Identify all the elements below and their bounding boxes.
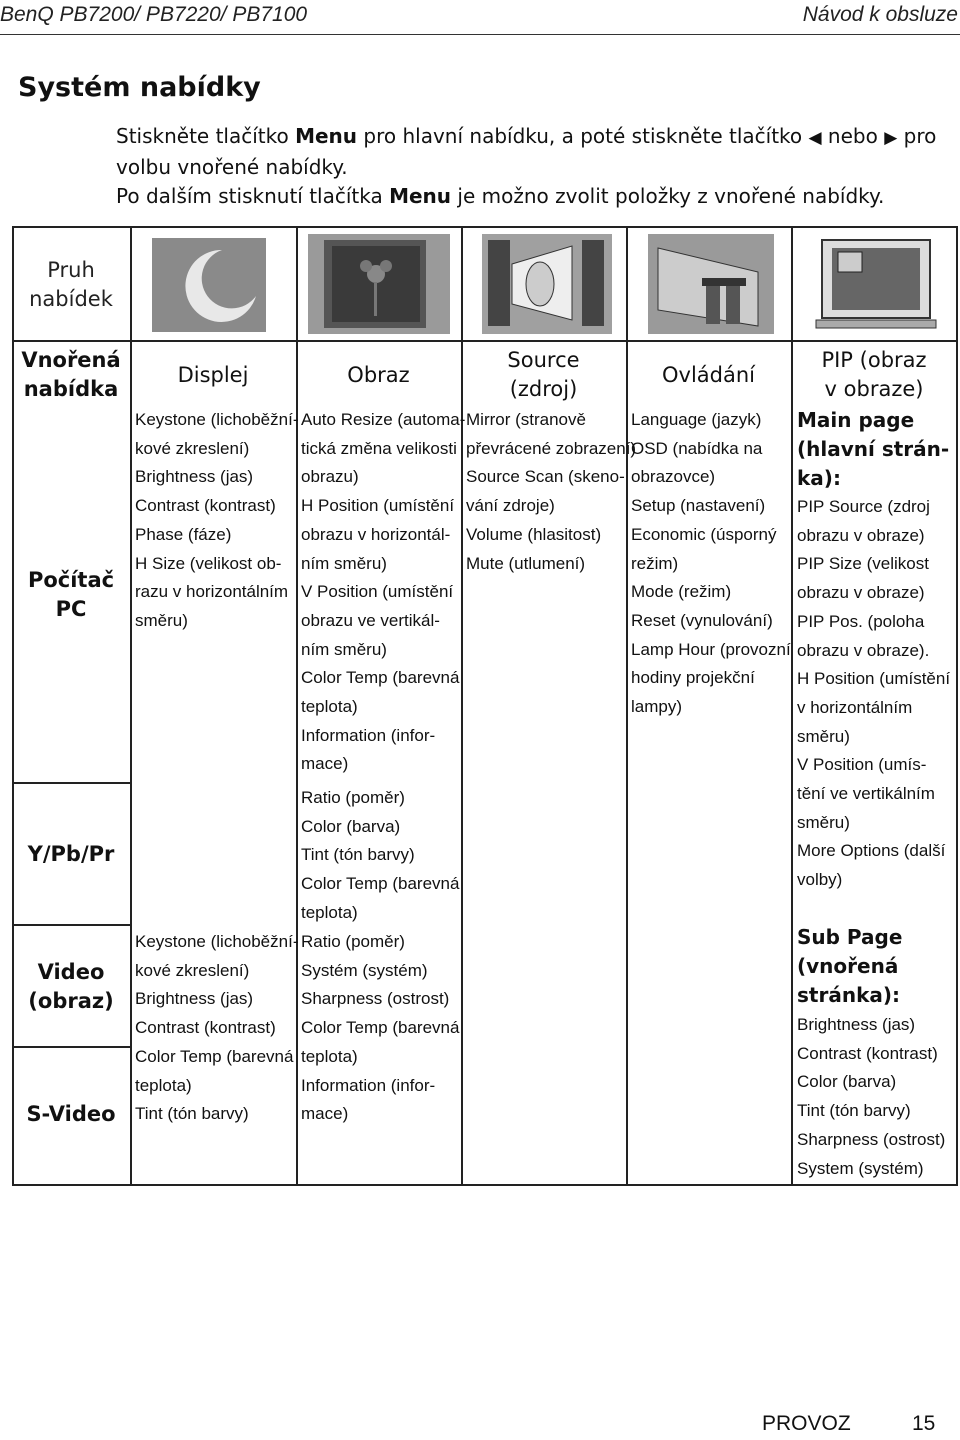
row-label-video: Video (obraz) [28,960,114,1013]
list-item: tická změna velikosti [301,438,457,458]
col-header-control: Ovládání [661,363,755,387]
pip-main-items [797,493,950,895]
list-item: OSD (nabídka na [631,438,763,458]
menu-table [12,226,958,1186]
list-item: V Position (umís- [797,755,927,775]
list-item: směru) [135,610,188,630]
list-item: Brightness (jas) [135,989,254,1009]
list-item: razu v horizontálním [135,582,289,602]
list-item: kové zkreslení) [135,960,250,980]
list-item: obrazu v obraze) [797,583,925,603]
list-item: převrácené zobrazení) [466,438,637,458]
right-arrow-icon: ▶ [884,128,898,148]
control-items [631,406,791,722]
list-item: Volume (hlasitost) [466,524,602,544]
col-header-picture: Obraz [347,363,410,387]
row-label-ypbpr: Y/Pb/Pr [27,842,115,866]
list-item: Color Temp (barevná [301,668,460,688]
display-icon [152,238,266,332]
product-name: BenQ PB7200/ PB7220/ PB7100 [0,3,308,26]
list-item: mace) [301,754,349,774]
list-item: PIP Size (velikost [797,554,929,574]
pip-sub-items [797,1011,945,1183]
list-item: obrazu v obraze) [797,525,925,545]
page-header [0,0,960,35]
list-item: lampy) [631,697,683,717]
list-item: Brightness (jas) [797,1015,916,1034]
menu-bar-label: Pruh nabídek [29,258,113,311]
page-title: Systém nabídky [18,72,261,103]
list-item: Mirror (stranově [466,410,586,429]
col-header-pip: PIP (obraz v obraze) [821,348,927,401]
list-item: Economic (úsporný [631,524,777,544]
col-header-source: Source (zdroj) [507,348,580,401]
manual-title: Návod k obsluze [802,3,958,26]
list-item: Keystone (lichoběžní- [135,410,299,429]
list-item: obrazu v obraze). [797,640,930,660]
list-item: Tint (tón barvy) [797,1101,911,1121]
list-item: směru) [797,726,850,746]
list-item: mace) [301,1104,349,1124]
list-item: Keystone (lichoběžní- [135,932,299,951]
list-item: Contrast (kontrast) [135,496,276,516]
pip-sub-header [797,923,902,1010]
source-icon [482,234,612,334]
list-item: Source Scan (skeno- [466,467,625,487]
list-item: teplota) [301,1046,358,1066]
list-item: Reset (vynulování) [631,610,773,630]
picture-icon [308,234,450,334]
list-item: (hlavní strán- [797,437,950,461]
list-item: PIP Pos. (poloha [797,611,925,631]
page-number: 15 [912,1412,936,1435]
list-item: Tint (tón barvy) [301,845,415,865]
ypbpr-picture-items [301,784,459,928]
list-item: System (systém) [797,1158,924,1178]
list-item: H Size (velikost ob- [135,553,282,573]
video-display-items [135,928,298,1129]
col-header-display: Displej [177,363,249,387]
list-item: v horizontálním [797,697,913,717]
control-icon [648,234,774,334]
list-item: Sub Page [797,925,903,949]
list-item: teplota) [301,902,358,922]
list-item: Sharpness (ostrost) [301,989,450,1009]
pc-picture-items [301,406,465,779]
list-item: Sharpness (ostrost) [797,1129,946,1149]
list-item: ním směru) [301,553,387,573]
list-item: Ratio (poměr) [301,788,405,807]
list-item: H Position (umístění [797,669,951,689]
list-item: teplota) [301,697,358,717]
pc-display-items [135,406,298,636]
list-item: Phase (fáze) [135,524,232,544]
list-item: Brightness (jas) [135,467,254,487]
list-item: Mute (utlumení) [466,553,586,573]
list-item: hodiny projekční [631,668,755,688]
list-item: Color Temp (barevná [301,1018,460,1038]
list-item: obrazu) [301,467,359,487]
pip-icon [812,234,940,334]
list-item: vání zdroje) [466,496,555,516]
list-item: směru) [797,812,850,832]
list-item: V Position (umístění [301,582,454,602]
list-item: Tint (tón barvy) [135,1104,249,1124]
list-item: More Options (další [797,841,946,861]
list-item: Language (jazyk) [631,410,762,429]
section-name: PROVOZ [762,1412,851,1435]
source-items [466,406,636,578]
list-item: PIP Source (zdroj [797,497,930,516]
row-label-pc: Počítač PC [27,568,115,621]
list-item: Auto Resize (automa- [301,410,466,429]
submenu-label: Vnořená nabídka [21,348,121,401]
list-item: Color Temp (barevná [135,1046,294,1066]
list-item: H Position (umístění [301,496,455,516]
list-item: ním směru) [301,639,387,659]
list-item: Main page [797,408,915,432]
intro-paragraph: Stiskněte tlačítko Menu pro hlavní nabídku, a poté stiskněte tlačítko ◀ nebo ▶ pro volbu vnořené nabídky. Po dalším stisknutí tlačítka Menu je možno zvolit položky z vnořené nabídky. [116,124,937,208]
list-item: (vnořená [797,954,899,978]
list-item: Information (infor- [301,725,436,745]
list-item: obrazu v horizontál- [301,524,451,544]
list-item: režim) [631,553,679,573]
list-item: Contrast (kontrast) [797,1043,938,1063]
list-item: Systém (systém) [301,960,428,980]
video-picture-items [301,928,459,1129]
list-item: obrazovce) [631,467,716,487]
pip-main-header [797,406,949,493]
list-item: Contrast (kontrast) [135,1018,276,1038]
list-item: Color Temp (barevná [301,874,460,894]
left-arrow-icon: ◀ [808,128,822,148]
list-item: stránka): [797,983,900,1007]
list-item: ka): [797,466,841,490]
list-item: Setup (nastavení) [631,496,766,516]
list-item: Color (barva) [797,1072,897,1092]
list-item: volby) [797,870,843,890]
list-item: Lamp Hour (provozní [631,639,791,659]
list-item: kové zkreslení) [135,438,250,458]
list-item: obrazu ve vertikál- [301,610,440,630]
row-label-svideo: S-Video [26,1102,116,1126]
list-item: teplota) [135,1075,192,1095]
list-item: Ratio (poměr) [301,932,405,951]
list-item: Color (barva) [301,816,401,836]
list-item: Mode (režim) [631,582,732,602]
list-item: Information (infor- [301,1075,436,1095]
list-item: tění ve vertikálním [797,784,935,804]
